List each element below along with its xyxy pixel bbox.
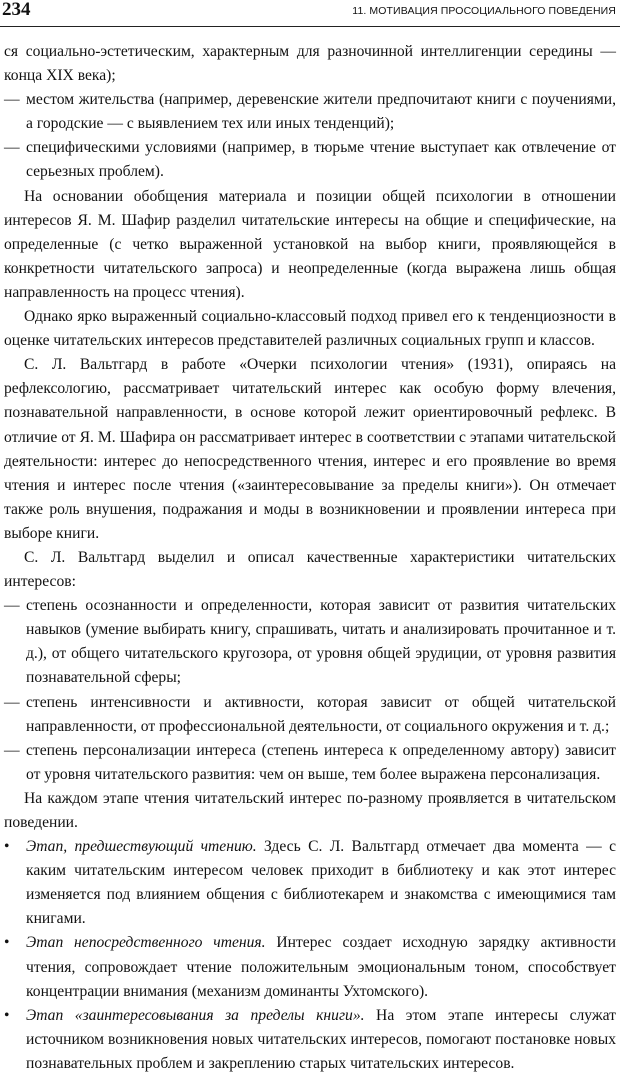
dash-marker: — — [4, 597, 20, 615]
stage-item-before-reading — [4, 835, 616, 931]
paragraph-class-approach: Однако ярко выраженный социально-классовый подход привел его к тенденциозности в оценке читательских интересов представителей различных социальных групп и классов. — [4, 308, 616, 350]
stage-title: Этап, предшествующий чтению. — [26, 838, 257, 856]
page-number: 234 — [2, 0, 31, 20]
stage-title: Этап непосредственного чтения. — [26, 934, 266, 952]
list-item-awareness — [4, 594, 616, 690]
dash-marker: — — [4, 139, 20, 157]
list-item-text: местом жительства (например, деревенские жители предпочитают книги с поучениями, а городские — с выявлением тех или иных тенденций); — [26, 91, 616, 133]
bullet-marker: • — [4, 838, 10, 856]
dash-marker: — — [4, 91, 20, 109]
list-item-text: степень осознанности и определенности, которая зависит от развития читательских навыков (умение выбирать книгу, спрашивать, читать и анализировать прочитанное и т. д.), от общего читательского кругозора, от уровня общей эрудиции, от уровня развития познавательной сферы; — [26, 597, 616, 687]
dash-marker: — — [4, 741, 20, 759]
paragraph-characteristics-intro: С. Л. Вальтгард выделил и описал качественные характеристики читательских интересов: — [4, 548, 616, 591]
stage-text: Здесь С. Л. Вальтгард отмечает два момента — с каким читательским интересом человек приходит в библиотеку и как этот интерес изменяется под влиянием общения с библиотекарем и знакомства с имеющимися там книгами. — [26, 838, 616, 928]
list-item-text: специфическими условиями (например, в тюрьме чтение выступает как отвлечение от серьезных проблем). — [26, 139, 616, 181]
list-item-conditions — [4, 136, 616, 184]
paragraph-stages-intro: На каждом этапе чтения читательский интерес по-разному проявляется в читательском поведении. — [4, 789, 616, 831]
bullet-marker: • — [4, 1006, 10, 1024]
page-header — [0, 0, 620, 27]
stage-text: Интерес создает исходную зарядку активности чтения, сопровождает чтение положительным эмоциональным тоном, способствует концентрации внимания (механизм доминанты Ухтомского). — [26, 934, 616, 1000]
paragraph-shafir: На основании обобщения материала и позиции общей психологии в отношении интересов Я. М. Шафир разделил читательские интересы на общие и специфические, на определенные (с четко выраженной установкой на выбор книги, проявляющейся в конкретности читательского запроса) и неопределенные (когда выражена лишь общая направленность на процесс чтения). — [4, 187, 616, 301]
list-item-text: степень персонализации интереса (степень интереса к определенному автору) зависит от уровня читательского развития: чем он выше, тем более выражена персонализация. — [26, 741, 616, 783]
dash-marker: — — [4, 693, 20, 711]
list-item-personalization — [4, 739, 616, 787]
paragraph-valtgard: С. Л. Вальтгард в работе «Очерки психологии чтения» (1931), опираясь на рефлексологию, рассматривает читательский интерес как особую форму влечения, познавательной направленности, в основе которой лежит ориентировочный рефлекс. В отличие от Я. М. Шафира он рассматривает интерес в соответствии с этапами читательской деятельности: интерес до непосредственного чтения, интерес и его проявление во время чтения и интерес после чтения («заинтересовывание за пределы книги»). Он отмечает также роль внушения, подражания и моды в возникновении и проявлении интереса при выборе книги. — [4, 356, 616, 542]
stage-item-beyond-book — [4, 1004, 616, 1076]
page-body — [4, 40, 616, 1076]
stage-text: На этом этапе интересы служат источником возникновения новых читательских интересов, помогают постановке новых познавательных проблем и закреплению старых читательских интересов. — [26, 1006, 616, 1072]
list-item-text: степень интенсивности и активности, которая зависит от общей читательской направленности, от профессиональной деятельности, от социального окружения и т. д.; — [26, 693, 616, 735]
running-title: 11. МОТИВАЦИЯ ПРОСОЦИАЛЬНОГО ПОВЕДЕНИЯ — [352, 5, 616, 17]
stage-title: Этап «заинтересовывания за пределы книги». — [26, 1006, 365, 1024]
paragraph-continuation: ся социально-эстетическим, характерным для разночинной интеллигенции середины — конца XIX века); — [4, 43, 616, 85]
list-item-intensity — [4, 691, 616, 739]
list-item-residence — [4, 88, 616, 136]
bullet-marker: • — [4, 934, 10, 952]
stage-item-direct-reading — [4, 931, 616, 1003]
